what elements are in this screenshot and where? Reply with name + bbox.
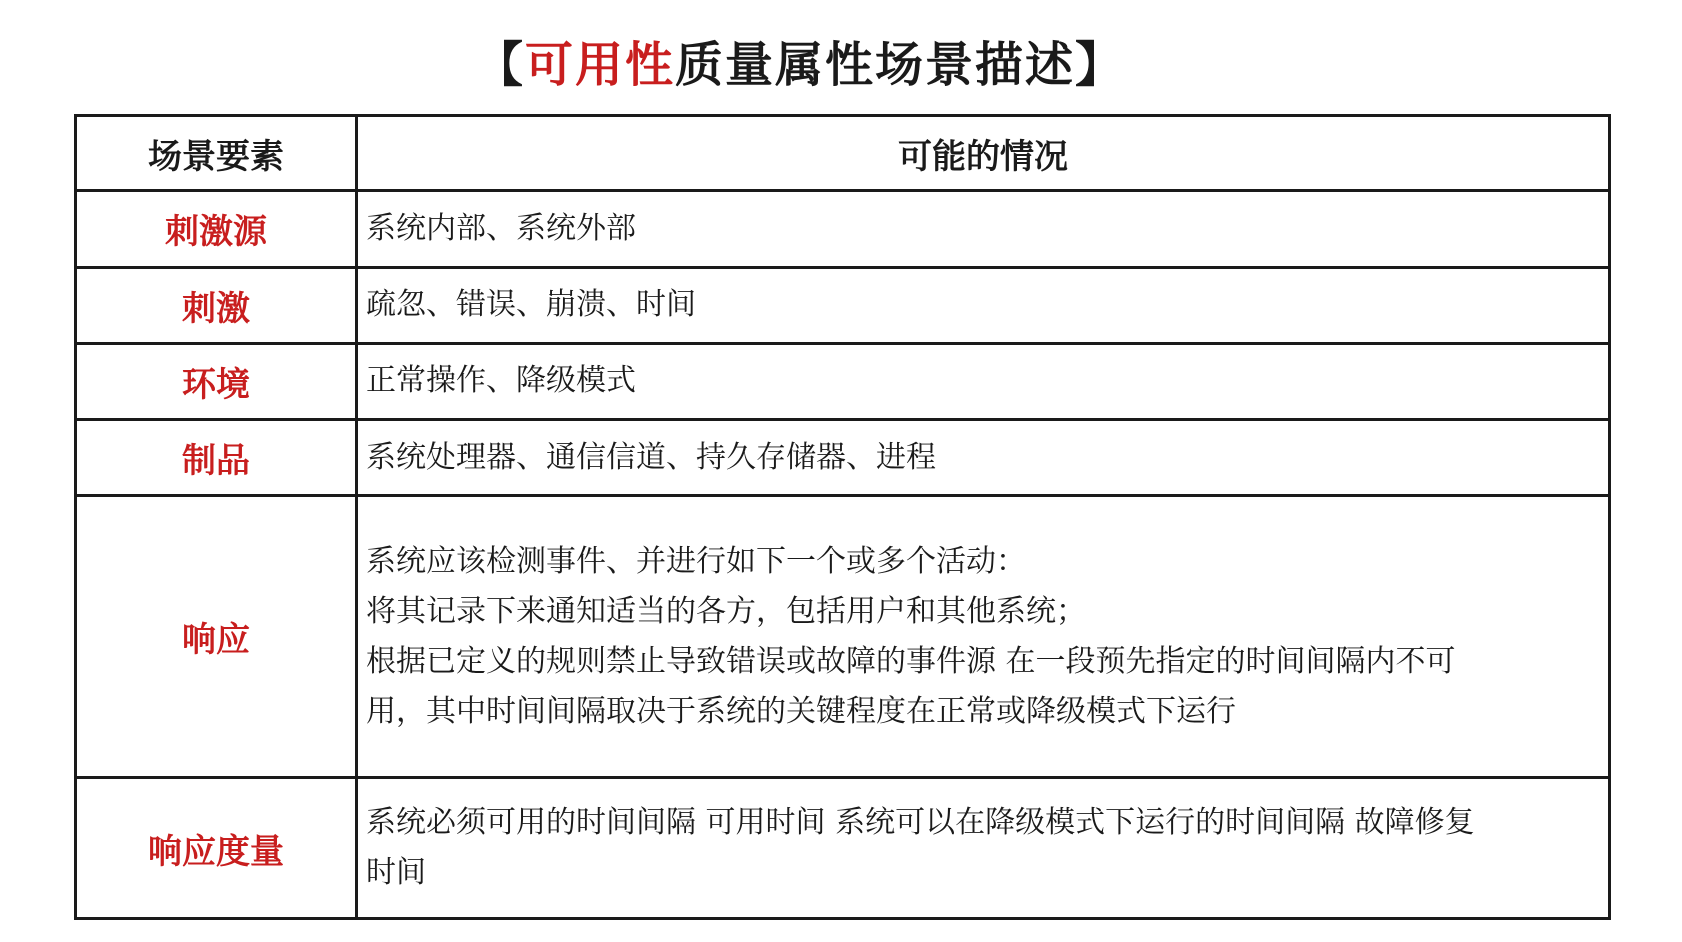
- description-cell: [357, 343, 1610, 419]
- table-row-environment: [76, 343, 1610, 419]
- table-row-stimulus: [76, 267, 1610, 343]
- description-cell: [357, 496, 1610, 778]
- table-row-stimulus-source: [76, 191, 1610, 267]
- description-line: 根据已定义的规则禁止导致错误或故障的事件源 在一段预先指定的时间间隔内不可: [366, 643, 1456, 679]
- description-line: 时间: [366, 855, 426, 891]
- description-cell: [357, 420, 1610, 496]
- table-row-response-measure: [76, 778, 1610, 919]
- description-cell: [357, 191, 1610, 267]
- title-close-bracket: 】: [1075, 37, 1126, 93]
- table-row-response: [76, 496, 1610, 778]
- table-row-artifact: [76, 420, 1610, 496]
- title-highlight: 可用性: [524, 37, 675, 93]
- element-cell: 制品: [76, 420, 357, 496]
- element-cell: 环境: [76, 343, 357, 419]
- element-cell: 响应: [76, 496, 357, 778]
- description-line: 系统必须可用的时间间隔 可用时间 系统可以在降级模式下运行的时间间隔 故障修复: [366, 805, 1475, 841]
- header-possible-cases: 可能的情况: [357, 116, 1610, 191]
- description-line: 疏忽、错误、崩溃、时间: [366, 287, 696, 323]
- description-line: 系统处理器、通信信道、持久存储器、进程: [366, 439, 936, 475]
- description-line: 系统应该检测事件、并进行如下一个或多个活动：: [366, 543, 1026, 579]
- title-rest: 质量属性场景描述: [675, 37, 1076, 93]
- scenario-table: [74, 114, 1611, 920]
- element-cell: 刺激源: [76, 191, 357, 267]
- table-header-row: [76, 116, 1610, 191]
- description-cell: [357, 778, 1610, 919]
- page-title: [0, 26, 1600, 95]
- element-cell: 响应度量: [76, 778, 357, 919]
- header-scenario-element: 场景要素: [76, 116, 357, 191]
- description-cell: [357, 267, 1610, 343]
- description-line: 正常操作、降级模式: [366, 363, 636, 399]
- description-line: 用，其中时间间隔取决于系统的关键程度在正常或降级模式下运行: [366, 693, 1236, 729]
- title-open-bracket: 【: [474, 37, 525, 93]
- element-cell: 刺激: [76, 267, 357, 343]
- description-line: 将其记录下来通知适当的各方，包括用户和其他系统；: [366, 593, 1086, 629]
- description-line: 系统内部、系统外部: [366, 210, 636, 246]
